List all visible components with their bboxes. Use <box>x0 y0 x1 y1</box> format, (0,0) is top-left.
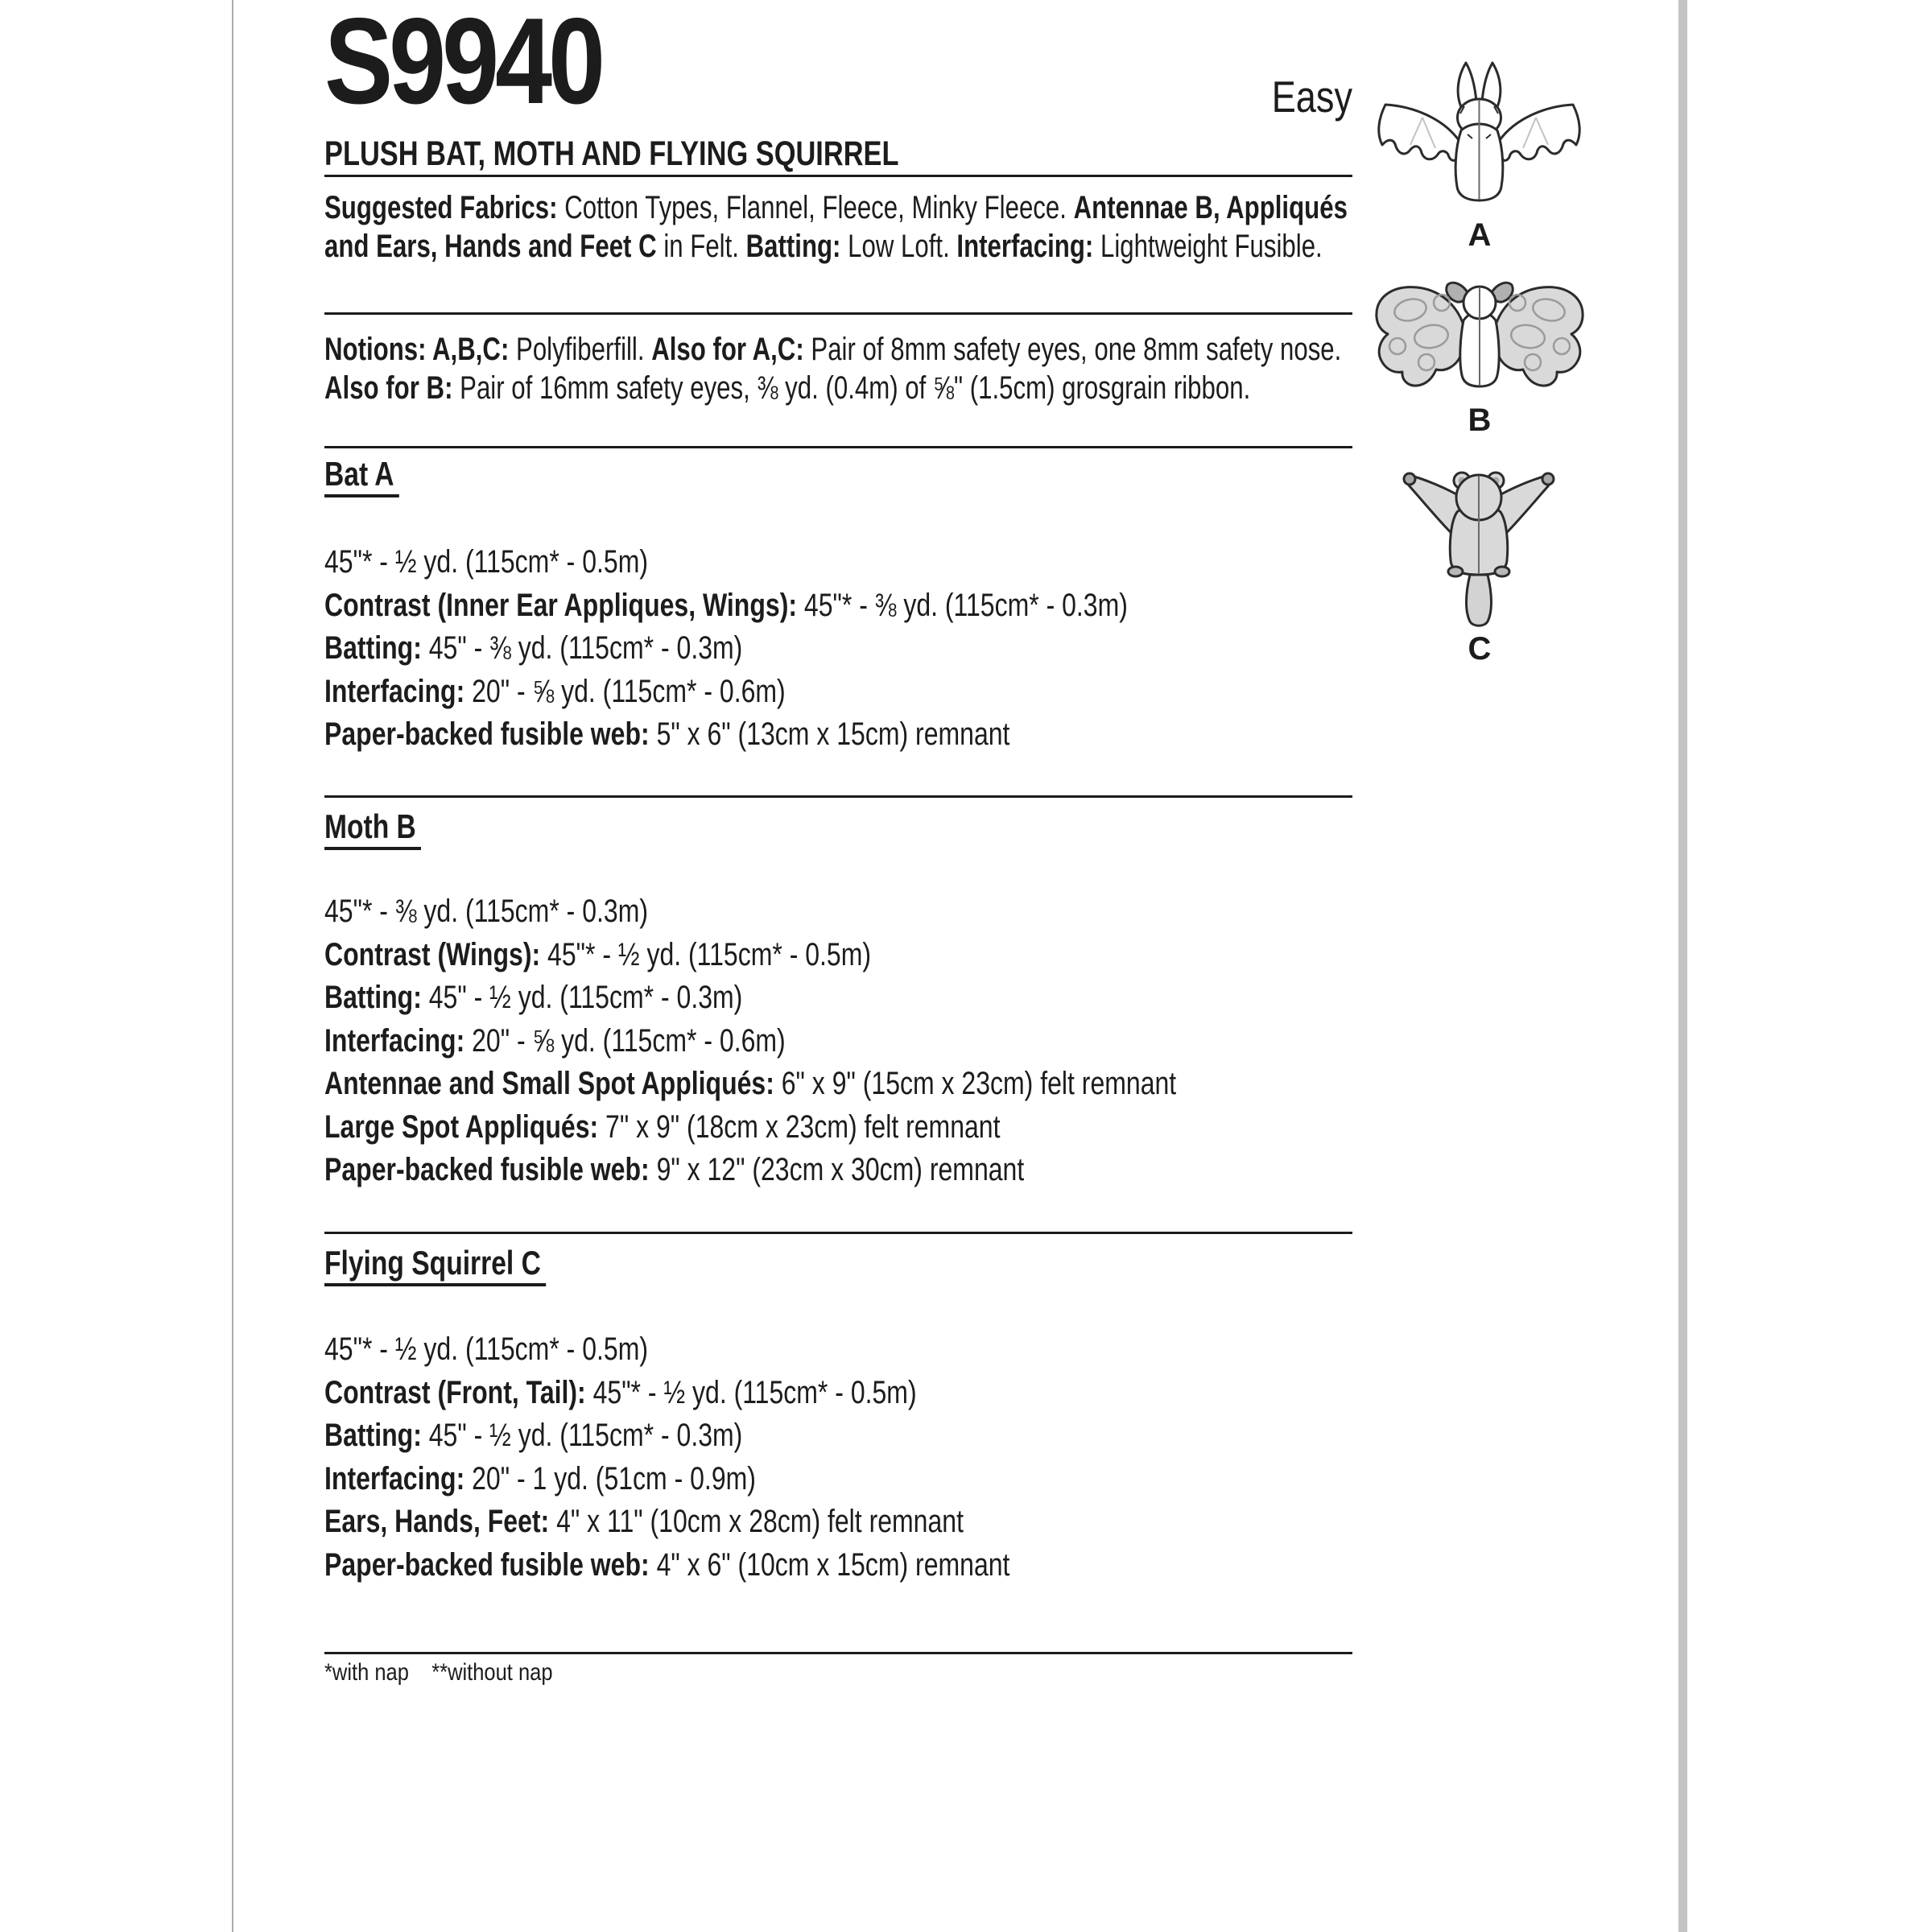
divider-rule <box>324 1232 1352 1234</box>
yardage-line: Contrast (Wings): 45"* - ½ yd. (115cm* - 0.5m) <box>324 936 872 972</box>
yardage-line: Batting: 45" - ½ yd. (115cm* - 0.3m) <box>324 980 743 1015</box>
yardage-line: Paper-backed fusible web: 5" x 6" (13cm x 15cm) remnant <box>324 716 1010 752</box>
bat-icon <box>1373 60 1586 203</box>
divider-rule <box>324 312 1352 315</box>
yardage-line: Interfacing: 20" - 1 yd. (51cm - 0.9m) <box>324 1460 756 1496</box>
yardage-line: Antennae and Small Spot Appliqués: 6" x 9" (15cm x 23cm) felt remnant <box>324 1066 1177 1101</box>
notions-line: Notions: A,B,C: Polyfiberfill. Also for A,C: Pair of 8mm safety eyes, one 8mm safety nose. <box>324 332 1342 367</box>
notions-line: Also for B: Pair of 16mm safety eyes, ⅜ yd. (0.4m) of ⅝" (1.5cm) grosgrain ribbon. <box>324 370 1251 406</box>
yardage-line: 45"* - ½ yd. (115cm* - 0.5m) <box>324 1331 649 1367</box>
view-label-c: C <box>1468 631 1492 667</box>
yardage-line: Contrast (Inner Ear Appliques, Wings): 45"* - ⅜ yd. (115cm* - 0.3m) <box>324 587 1128 623</box>
suggested-fabrics-line: and Ears, Hands and Feet C in Felt. Batting: Low Loft. Interfacing: Lightweight Fusible. <box>324 229 1323 264</box>
suggested-fabrics-paragraph <box>324 188 1348 266</box>
yardage-line: Paper-backed fusible web: 4" x 6" (10cm x 15cm) remnant <box>324 1546 1010 1583</box>
page-right-edge-bar <box>1678 0 1687 1932</box>
flying-squirrel-icon <box>1399 470 1558 628</box>
divider-rule <box>324 175 1352 177</box>
yardage-list-flying-squirrel-c <box>324 1328 1009 1587</box>
divider-rule <box>324 795 1352 798</box>
yardage-list-moth-b <box>324 890 1176 1192</box>
bat-illustration <box>1373 60 1586 203</box>
difficulty-label: Easy <box>1271 72 1352 122</box>
view-label-b: B <box>1468 402 1492 438</box>
section-heading-bat-a: Bat A <box>324 457 399 497</box>
pattern-title: PLUSH BAT, MOTH AND FLYING SQUIRREL <box>324 134 899 173</box>
section-heading-moth-b: Moth B <box>324 810 421 850</box>
notions-paragraph <box>324 330 1341 407</box>
divider-rule <box>324 446 1352 448</box>
flying-squirrel-illustration <box>1399 470 1558 628</box>
yardage-line: Contrast (Front, Tail): 45"* - ½ yd. (115cm* - 0.5m) <box>324 1374 917 1410</box>
divider-rule <box>324 1652 1352 1654</box>
page-left-edge-line <box>232 0 233 1932</box>
moth-icon <box>1368 280 1591 393</box>
yardage-line: 45"* - ⅜ yd. (115cm* - 0.3m) <box>324 894 649 929</box>
view-label-a: A <box>1468 217 1492 253</box>
yardage-line: 45"* - ½ yd. (115cm* - 0.5m) <box>324 544 649 580</box>
section-heading-flying-squirrel-c: Flying Squirrel C <box>324 1246 546 1286</box>
yardage-line: Interfacing: 20" - ⅝ yd. (115cm* - 0.6m) <box>324 673 786 709</box>
pattern-number: S9940 <box>324 0 602 130</box>
nap-footnote: *with nap **without nap <box>324 1659 553 1686</box>
yardage-line: Large Spot Appliqués: 7" x 9" (18cm x 23cm) felt remnant <box>324 1108 1001 1145</box>
suggested-fabrics-line: Suggested Fabrics: Cotton Types, Flannel, Fleece, Minky Fleece. Antennae B, Appliqués <box>324 190 1348 225</box>
yardage-list-bat-a <box>324 541 1128 757</box>
yardage-line: Batting: 45" - ⅜ yd. (115cm* - 0.3m) <box>324 630 743 666</box>
yardage-line: Interfacing: 20" - ⅝ yd. (115cm* - 0.6m) <box>324 1022 786 1059</box>
moth-illustration <box>1368 280 1591 393</box>
yardage-line: Batting: 45" - ½ yd. (115cm* - 0.3m) <box>324 1418 743 1453</box>
yardage-line: Ears, Hands, Feet: 4" x 11" (10cm x 28cm) felt remnant <box>324 1504 964 1539</box>
yardage-line: Paper-backed fusible web: 9" x 12" (23cm x 30cm) remnant <box>324 1152 1025 1187</box>
